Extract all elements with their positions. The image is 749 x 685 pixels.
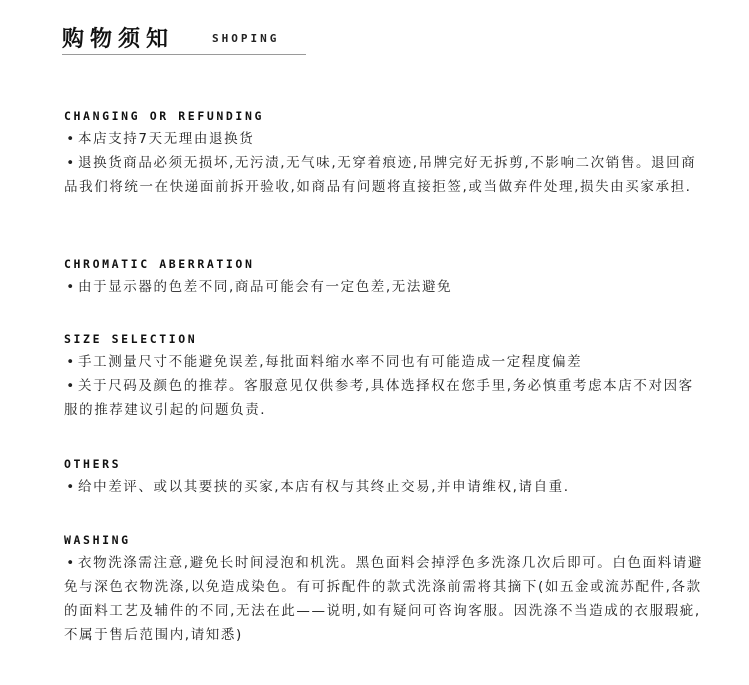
item-text: 由于显示器的色差不同,商品可能会有一定色差,无法避免 [78,279,453,295]
section-others [64,456,704,499]
section-chromatic-aberration [64,256,704,299]
bullet-icon: • [66,378,76,394]
section-title: WASHING [64,533,131,547]
list-item [64,551,704,647]
section-changing-refunding [64,108,704,199]
section-title: SIZE SELECTION [64,332,198,346]
item-text: 衣物洗涤需注意,避免长时间浸泡和机洗。黑色面料会掉浮色多洗涤几次后即可。白色面料请避免与深色衣物洗涤,以免造成染色。有可拆配件的款式洗涤前需将其摘下(如五金或流苏配件,各款的面料工艺及辅件的不同,无法在此——说明,如有疑问可咨询客服。因洗涤不当造成的衣服瑕疵,不属于售后范围内,请知悉) [64,555,703,643]
bullet-icon: • [66,131,76,147]
section-title: CHROMATIC ABERRATION [64,257,255,271]
bullet-icon: • [66,479,76,495]
list-item [64,475,704,499]
list-item [64,374,704,422]
item-text: 手工测量尺寸不能避免误差,每批面料缩水率不同也有可能造成一定程度偏差 [78,354,583,370]
section-size-selection [64,331,704,422]
section-title: OTHERS [64,457,122,471]
list-item [64,127,704,151]
section-title: CHANGING OR REFUNDING [64,109,264,123]
list-item [64,151,704,199]
item-text: 退换货商品必须无损坏,无污渍,无气味,无穿着痕迹,吊牌完好无拆剪,不影响二次销售。退回商品我们将统一在快递面前拆开验收,如商品有问题将直接拒签,或当做弃件处理,损失由买家承担. [64,155,697,195]
page-header [62,18,306,55]
bullet-icon: • [66,279,76,295]
bullet-icon: • [66,155,76,171]
item-text: 关于尺码及颜色的推荐。客服意见仅供参考,具体选择权在您手里,务必慎重考虑本店不对因客服的推荐建议引起的问题负责. [64,378,694,418]
bullet-icon: • [66,354,76,370]
list-item [64,275,704,299]
item-text: 给中差评、或以其要挟的买家,本店有权与其终止交易,并申请维权,请自重. [78,479,570,495]
page-subtitle: SHOPING [212,32,280,45]
item-text: 本店支持7天无理由退换货 [78,131,255,147]
section-washing [64,532,704,647]
list-item [64,350,704,374]
bullet-icon: • [66,555,76,571]
page-title: 购物须知 [62,27,175,52]
